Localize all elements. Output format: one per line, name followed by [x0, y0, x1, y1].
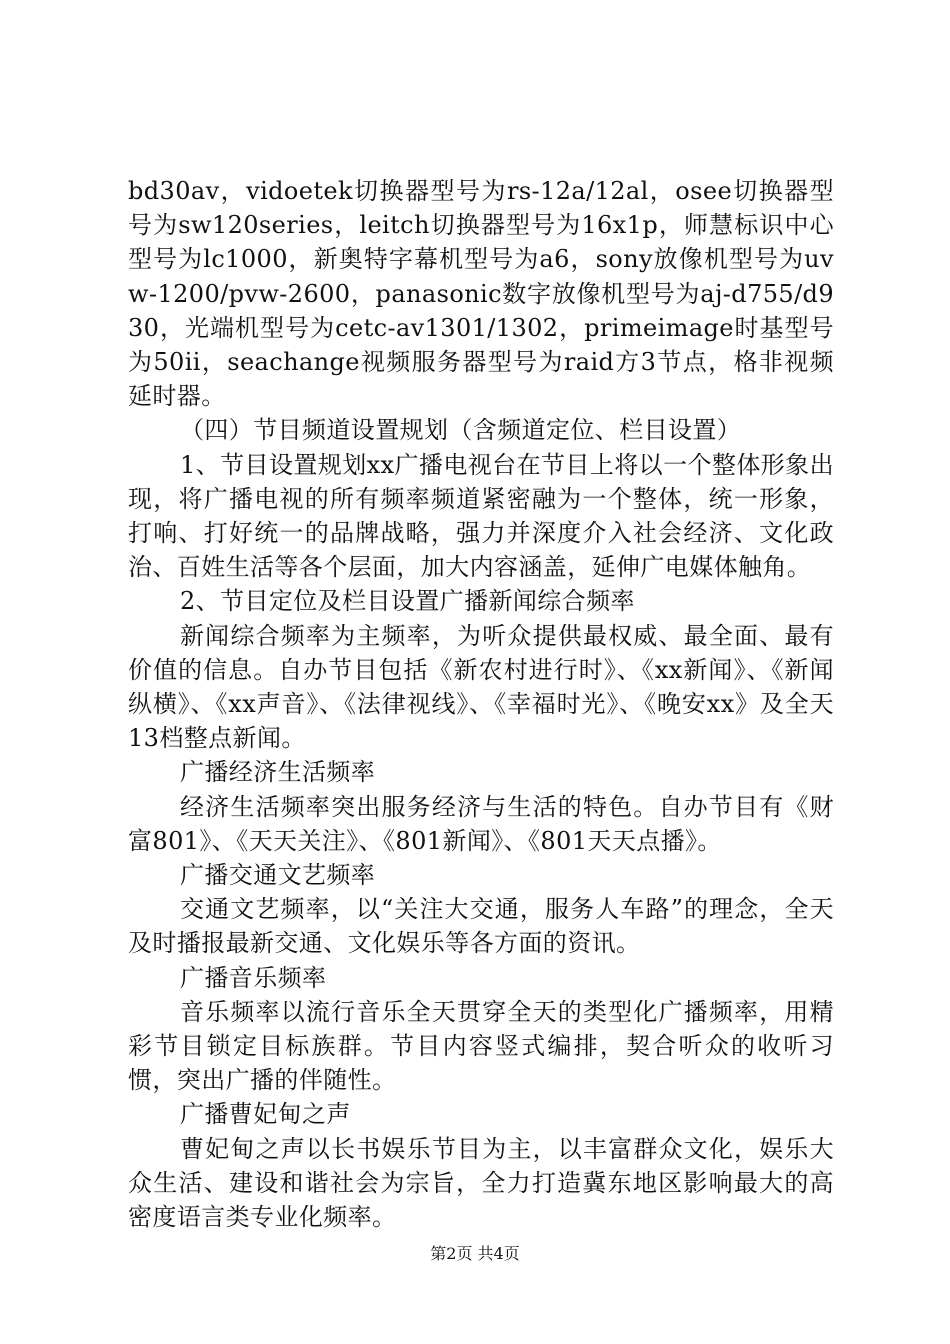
paragraph-equipment-list: bd30av，vidoetek切换器型号为rs-12a/12al，osee切换器型号为sw120series，leitch切换器型号为16x1p，师慧标识中心型号为lc1000，新奥特字幕机型号为a6，sony放像机型号为uvw-1200/pvw-2600，panasonic数字放像机型号为aj-d755/d930，光端机型号为cetc-av1301/1302，primeimage时基型号为50ii，seachange视频服务器型号为raid方3节点，格非视频延时器。 — [128, 177, 834, 411]
section-heading: （四）节目频道设置规划（含频道定位、栏目设置） — [180, 416, 742, 445]
subheading-traffic: 广播交通文艺频率 — [180, 861, 376, 890]
document-body — [128, 174, 834, 1234]
subheading-caofeidian: 广播曹妃甸之声 — [180, 1100, 351, 1129]
paragraph-music-desc: 音乐频率以流行音乐全天贯穿全天的类型化广播频率，用精彩节目锁定目标族群。节目内容竖式编排，契合听众的收听习惯，突出广播的伴随性。 — [128, 997, 834, 1095]
subheading-music: 广播音乐频率 — [180, 963, 327, 992]
page-footer: 第2页 共4页 — [430, 1244, 520, 1263]
subheading-economy: 广播经济生活频率 — [180, 758, 376, 787]
paragraph-news-desc: 新闻综合频率为主频率，为听众提供最权威、最全面、最有价值的信息。自办节目包括《新农村进行时》、《xx新闻》、《新闻纵横》、《xx声音》、《法律视线》、《幸福时光》、《晚安xx》及全天13档整点新闻。 — [128, 621, 834, 753]
paragraph-plan-1: 1、节目设置规划xx广播电视台在节目上将以一个整体形象出现，将广播电视的所有频率频道紧密融为一个整体，统一形象，打响、打好统一的品牌战略，强力并深度介入社会经济、文化政治、百姓生活等各个层面，加大内容涵盖，延伸广电媒体触角。 — [128, 450, 834, 582]
paragraph-caofeidian-desc: 曹妃甸之声以长书娱乐节目为主，以丰富群众文化，娱乐大众生活、建设和谐社会为宗旨，全力打造冀东地区影响最大的高密度语言类专业化频率。 — [128, 1134, 834, 1232]
paragraph-plan-2: 2、节目定位及栏目设置广播新闻综合频率 — [180, 587, 635, 616]
paragraph-economy-desc: 经济生活频率突出服务经济与生活的特色。自办节目有《财富801》、《天天关注》、《801新闻》、《801天天点播》。 — [128, 792, 834, 855]
paragraph-traffic-desc: 交通文艺频率，以“关注大交通，服务人车路”的理念，全天及时播报最新交通、文化娱乐等各方面的资讯。 — [128, 895, 834, 958]
